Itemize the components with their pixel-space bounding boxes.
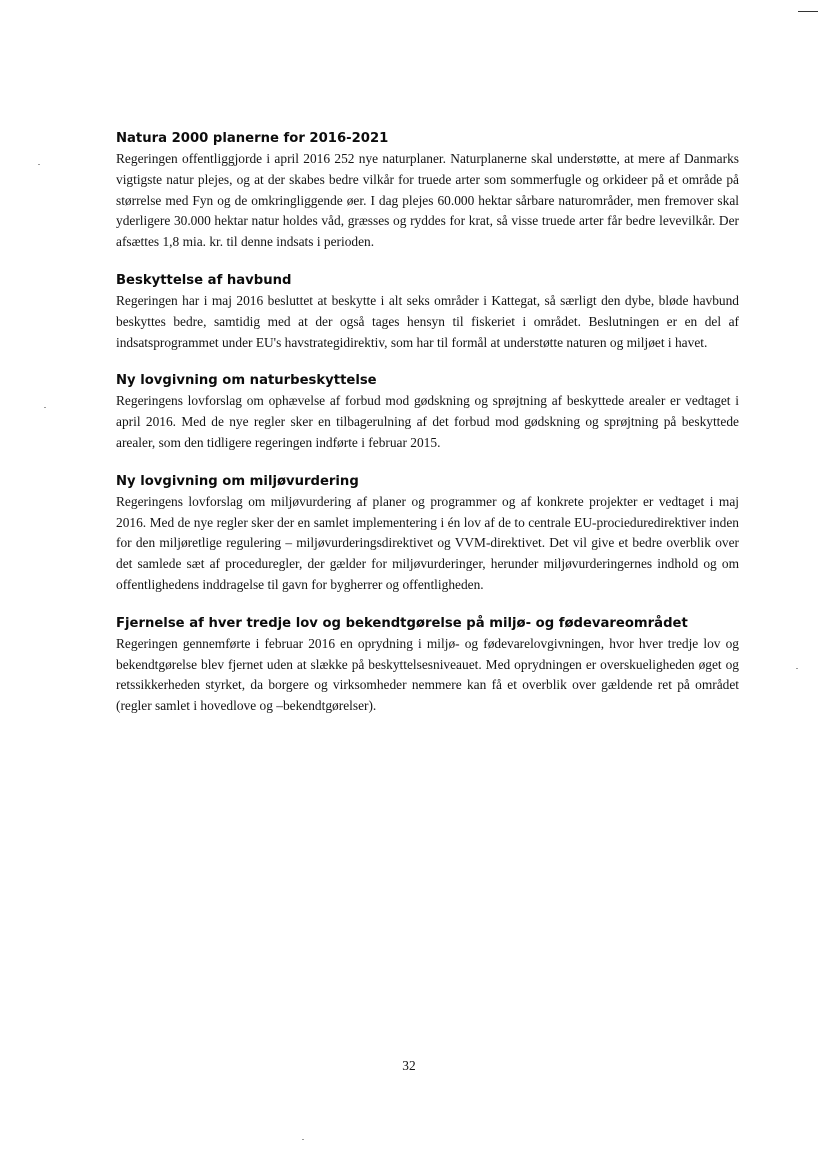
section-naturbeskyttelse (116, 372, 739, 453)
section-body: Regeringen gennemførte i februar 2016 en oprydning i miljø- og fødevarelovgivningen, hvor hver tredje lov og bekendtgørelse blev fjernet uden at slække på beskyttelsesniveauet. Med oprydningen er overskueligheden øget og retssikkerheden styrket, da borgere og virksomheder nemmere kan få et overblik over gældende ret på området (regler samlet i hovedlove og –bekendtgørelser). (116, 635, 739, 714)
scan-speck (302, 1139, 304, 1140)
scan-speck (796, 668, 798, 669)
page-number: 32 (402, 1058, 416, 1073)
section-natura-2000 (116, 130, 739, 253)
section-heading: Ny lovgivning om naturbeskyttelse (116, 373, 377, 389)
section-heading: Fjernelse af hver tredje lov og bekendtgørelse på miljø- og fødevareområdet (116, 615, 688, 631)
section-body: Regeringens lovforslag om ophævelse af forbud mod gødskning og sprøjtning af beskyttede arealer er vedtaget i april 2016. Med de nye regler sker en tilbagerulning af det forbud mod gødskning og sprøjtning på beskyttede arealer, som den tidligere regeringen indførte i februar 2015. (116, 393, 739, 450)
section-body: Regeringen har i maj 2016 besluttet at beskytte i alt seks områder i Kattegat, så særligt den dybe, bløde havbund beskyttes bedre, samtidig med at der også tages hensyn til fiskeriet i området. Beslutningen er en del af indsatsprogrammet under EU's havstrategidirektiv, som har til formål at understøtte naturen og miljøet i havet. (116, 292, 739, 350)
scan-speck (38, 164, 40, 165)
section-heading: Natura 2000 planerne for 2016-2021 (116, 131, 389, 146)
scan-edge-mark (798, 11, 818, 12)
document-content (116, 130, 739, 736)
section-body: Regeringens lovforslag om miljøvurdering af planer og programmer og af konkrete projekter er vedtaget i maj 2016. Med de nye regler sker der en samlet implementering i én lov af de to centrale EU-procieduredirektiver inden for den miljøretlige regulering – miljøvurderingsdirektivet og VVM-direktivet. Det vil give et bedre overblik over det samlede sæt af proceduregler, der gælder for miljøvurderinger, herunder miljøvurderingernes indhold og om offentlighedens inddragelse til gavn for bygherrer og offentligheden. (116, 493, 739, 592)
section-miljoevurdering (116, 473, 739, 596)
section-heading: Beskyttelse af havbund (116, 272, 292, 288)
section-havbund (116, 272, 739, 353)
section-fjernelse-af-love (116, 615, 739, 717)
scan-speck (44, 407, 46, 408)
section-body: Regeringen offentliggjorde i april 2016 252 nye naturplaner. Naturplanerne skal understøtte, at mere af Danmarks vigtigste natur plejes, og at der skabes bedre vilkår for truede arter som sommerfugle og orkideer på et område på størrelse med Fyn og de omkringliggende øer. I dag plejes 60.000 hektar sårbare naturområder, men fremover skal yderligere 30.000 hektar natur holdes våd, græsses og ryddes for krat, så visse truede arter får bedre levevilkår. Der afsættes 1,8 mia. kr. til denne indsats i perioden. (116, 151, 739, 250)
section-heading: Ny lovgivning om miljøvurdering (116, 473, 359, 489)
